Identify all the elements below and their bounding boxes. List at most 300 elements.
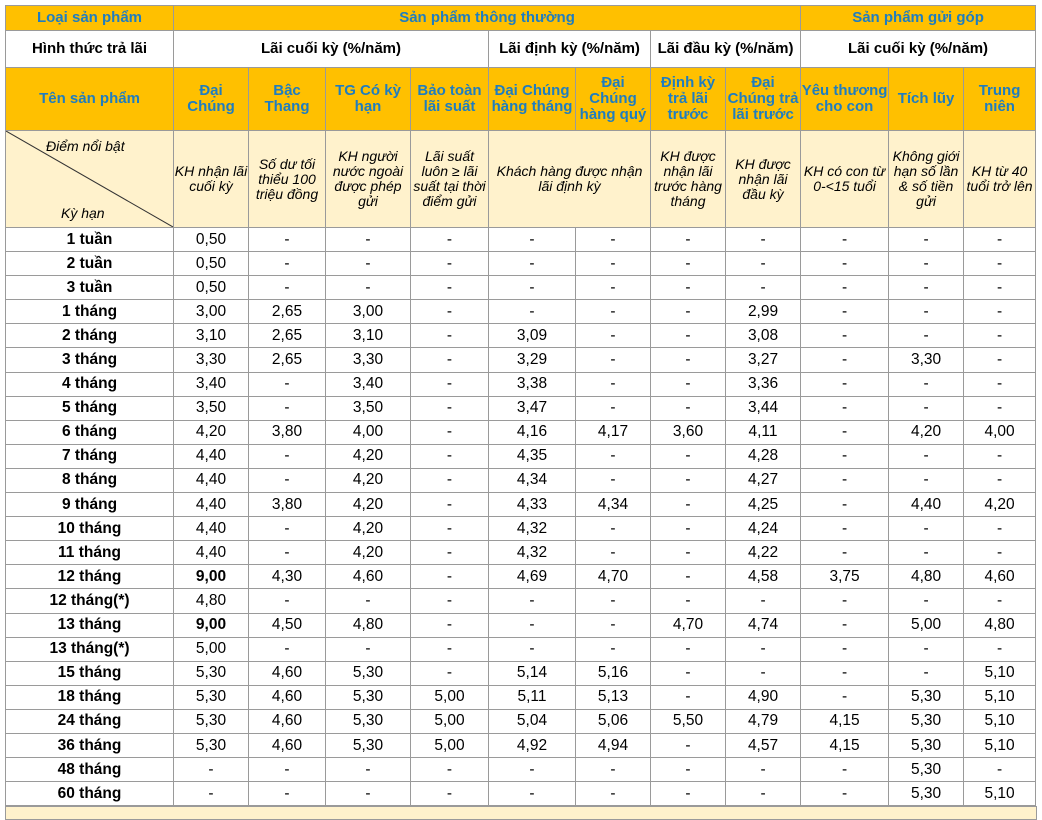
- product-highlight: Số dư tối thiểu 100 triệu đồng: [249, 131, 326, 228]
- rate-cell: -: [651, 252, 726, 276]
- rate-cell: -: [249, 276, 326, 300]
- rate-cell: 5,10: [964, 733, 1036, 757]
- rate-cell: -: [411, 324, 489, 348]
- rate-cell: 0,50: [174, 228, 249, 252]
- term-cell: 18 tháng: [6, 685, 174, 709]
- rate-cell: 4,32: [489, 517, 576, 541]
- rate-cell: -: [249, 517, 326, 541]
- rate-cell: -: [651, 758, 726, 782]
- rate-cell: 5,04: [489, 709, 576, 733]
- product-header: Bảo toàn lãi suất: [411, 68, 489, 131]
- rate-cell: -: [576, 637, 651, 661]
- term-cell: 60 tháng: [6, 782, 174, 806]
- rate-cell: -: [964, 444, 1036, 468]
- rate-cell: 4,20: [326, 444, 411, 468]
- rate-cell: -: [964, 252, 1036, 276]
- table-row: [6, 444, 1036, 468]
- rate-cell: 5,00: [411, 685, 489, 709]
- rate-cell: -: [651, 589, 726, 613]
- term-cell: 12 tháng: [6, 565, 174, 589]
- rate-cell: 4,15: [801, 709, 889, 733]
- rate-cell: -: [411, 276, 489, 300]
- rate-cell: -: [249, 252, 326, 276]
- rate-cell: 5,30: [326, 685, 411, 709]
- rate-cell: 4,69: [489, 565, 576, 589]
- rate-cell: -: [651, 637, 726, 661]
- rate-cell: -: [411, 541, 489, 565]
- rate-cell: -: [651, 517, 726, 541]
- rate-cell: 4,92: [489, 733, 576, 757]
- rate-cell: 4,30: [249, 565, 326, 589]
- rate-cell: 3,30: [326, 348, 411, 372]
- table-row: [6, 276, 1036, 300]
- table-row: [6, 733, 1036, 757]
- product-highlight: KH nhận lãi cuối kỳ: [174, 131, 249, 228]
- rate-cell: 5,14: [489, 661, 576, 685]
- rate-cell: 4,20: [326, 468, 411, 492]
- rate-cell: 4,80: [964, 613, 1036, 637]
- rate-cell: -: [801, 444, 889, 468]
- rate-cell: 5,00: [411, 733, 489, 757]
- rate-cell: -: [889, 300, 964, 324]
- rate-cell: 3,27: [726, 348, 801, 372]
- table-row: [6, 493, 1036, 517]
- product-header: Tích lũy: [889, 68, 964, 131]
- rate-cell: -: [889, 372, 964, 396]
- rate-cell: 5,30: [174, 661, 249, 685]
- rate-cell: 3,10: [326, 324, 411, 348]
- table-footer: [5, 806, 1037, 820]
- rate-cell: -: [889, 517, 964, 541]
- rate-cell: 4,40: [174, 444, 249, 468]
- rate-cell: 3,10: [174, 324, 249, 348]
- product-highlight: KH được nhận lãi đầu kỳ: [726, 131, 801, 228]
- rate-cell: -: [964, 348, 1036, 372]
- rate-cell: 5,10: [964, 709, 1036, 733]
- rate-cell: -: [651, 733, 726, 757]
- table-row: [6, 685, 1036, 709]
- rate-cell: -: [651, 468, 726, 492]
- rate-cell: -: [249, 444, 326, 468]
- rate-cell: 4,35: [489, 444, 576, 468]
- rate-cell: -: [801, 685, 889, 709]
- rate-cell: -: [411, 228, 489, 252]
- term-cell: 9 tháng: [6, 493, 174, 517]
- rate-cell: 3,30: [174, 348, 249, 372]
- rate-cell: -: [726, 589, 801, 613]
- rate-cell: -: [249, 372, 326, 396]
- rate-cell: -: [801, 228, 889, 252]
- rate-cell: -: [801, 324, 889, 348]
- rate-cell: -: [576, 396, 651, 420]
- rate-cell: -: [801, 468, 889, 492]
- rate-cell: -: [889, 228, 964, 252]
- table-row: [6, 517, 1036, 541]
- rate-cell: -: [889, 637, 964, 661]
- rate-cell: 4,40: [174, 541, 249, 565]
- rate-cell: -: [249, 637, 326, 661]
- rate-cell: 5,50: [651, 709, 726, 733]
- rate-cell: -: [326, 228, 411, 252]
- rate-cell: 5,30: [889, 733, 964, 757]
- rate-cell: 4,40: [174, 493, 249, 517]
- rate-cell: 4,34: [489, 468, 576, 492]
- table-row: [6, 661, 1036, 685]
- rate-cell: 5,10: [964, 782, 1036, 806]
- term-cell: 10 tháng: [6, 517, 174, 541]
- table-row: [6, 758, 1036, 782]
- rate-cell: -: [651, 661, 726, 685]
- rate-cell: 2,65: [249, 300, 326, 324]
- rate-cell: -: [889, 589, 964, 613]
- rate-cell: 4,22: [726, 541, 801, 565]
- rate-cell: 4,32: [489, 541, 576, 565]
- rate-cell: 4,17: [576, 420, 651, 444]
- rate-cell: 3,08: [726, 324, 801, 348]
- rate-cell: -: [489, 252, 576, 276]
- table-row: [6, 252, 1036, 276]
- rate-cell: -: [964, 589, 1036, 613]
- term-cell: 15 tháng: [6, 661, 174, 685]
- pay-periodic: Lãi định kỳ (%/năm): [489, 31, 651, 68]
- rate-cell: -: [249, 782, 326, 806]
- rate-cell: 3,44: [726, 396, 801, 420]
- rate-cell: -: [326, 758, 411, 782]
- rate-cell: -: [326, 589, 411, 613]
- rate-cell: -: [964, 541, 1036, 565]
- rate-cell: 4,58: [726, 565, 801, 589]
- rate-cell: -: [964, 468, 1036, 492]
- rate-cell: -: [326, 637, 411, 661]
- rate-cell: -: [576, 517, 651, 541]
- pay-upfront: Lãi đầu kỳ (%/năm): [651, 31, 801, 68]
- rate-cell: -: [801, 348, 889, 372]
- rate-cell: 3,29: [489, 348, 576, 372]
- rate-cell: -: [964, 300, 1036, 324]
- rate-cell: -: [411, 589, 489, 613]
- rate-cell: -: [249, 758, 326, 782]
- rate-cell: -: [576, 348, 651, 372]
- rate-cell: -: [801, 493, 889, 517]
- rate-cell: -: [964, 637, 1036, 661]
- rate-cell: 5,00: [411, 709, 489, 733]
- rate-cell: -: [576, 372, 651, 396]
- rate-cell: -: [889, 541, 964, 565]
- term-cell: 48 tháng: [6, 758, 174, 782]
- rate-cell: -: [411, 372, 489, 396]
- rate-cell: -: [651, 565, 726, 589]
- term-cell: 8 tháng: [6, 468, 174, 492]
- rate-cell: 3,50: [174, 396, 249, 420]
- rate-cell: 4,80: [326, 613, 411, 637]
- term-cell: 3 tuần: [6, 276, 174, 300]
- rate-cell: 3,36: [726, 372, 801, 396]
- rate-cell: -: [889, 276, 964, 300]
- rate-cell: -: [576, 613, 651, 637]
- rate-cell: -: [576, 758, 651, 782]
- rate-cell: -: [576, 252, 651, 276]
- term-cell: 36 tháng: [6, 733, 174, 757]
- table-row: [6, 589, 1036, 613]
- rate-cell: 4,28: [726, 444, 801, 468]
- table-row: [6, 300, 1036, 324]
- rate-cell: 4,70: [576, 565, 651, 589]
- rate-cell: -: [576, 324, 651, 348]
- term-cell: 13 tháng(*): [6, 637, 174, 661]
- rate-cell: -: [411, 565, 489, 589]
- rate-cell: -: [249, 228, 326, 252]
- rate-cell: -: [964, 276, 1036, 300]
- rate-cell: -: [411, 613, 489, 637]
- product-highlight: KH người nước ngoài được phép gửi: [326, 131, 411, 228]
- rate-cell: 4,60: [249, 661, 326, 685]
- rate-cell: 5,10: [964, 685, 1036, 709]
- rate-cell: 4,00: [326, 420, 411, 444]
- rate-cell: -: [651, 372, 726, 396]
- rate-cell: -: [801, 758, 889, 782]
- rate-cell: -: [411, 396, 489, 420]
- rate-cell: 3,75: [801, 565, 889, 589]
- rate-cell: -: [326, 276, 411, 300]
- rate-cell: 4,40: [174, 468, 249, 492]
- rate-cell: -: [249, 541, 326, 565]
- rate-cell: -: [326, 252, 411, 276]
- product-header: Định kỳ trả lãi trước: [651, 68, 726, 131]
- rate-cell: -: [651, 541, 726, 565]
- rate-cell: -: [801, 782, 889, 806]
- rate-cell: 4,60: [249, 685, 326, 709]
- interest-rate-table: [5, 5, 1036, 806]
- rate-cell: 4,80: [889, 565, 964, 589]
- rate-cell: 3,60: [651, 420, 726, 444]
- rate-cell: 4,90: [726, 685, 801, 709]
- table-row: [6, 541, 1036, 565]
- rate-cell: 4,20: [326, 541, 411, 565]
- rate-cell: 5,00: [174, 637, 249, 661]
- rate-cell: 5,30: [174, 709, 249, 733]
- rate-cell: -: [651, 685, 726, 709]
- rate-cell: -: [801, 661, 889, 685]
- rate-cell: 4,79: [726, 709, 801, 733]
- table-row: [6, 324, 1036, 348]
- rate-cell: -: [801, 637, 889, 661]
- rate-cell: 5,30: [174, 685, 249, 709]
- rate-cell: 4,40: [889, 493, 964, 517]
- product-highlight: KH được nhận lãi trước hàng tháng: [651, 131, 726, 228]
- highlight-term-corner: [6, 131, 174, 228]
- rate-cell: -: [489, 758, 576, 782]
- rate-cell: 4,60: [326, 565, 411, 589]
- rate-cell: -: [174, 782, 249, 806]
- rate-cell: 4,00: [964, 420, 1036, 444]
- term-cell: 11 tháng: [6, 541, 174, 565]
- rate-cell: 9,00: [174, 613, 249, 637]
- rate-cell: 4,11: [726, 420, 801, 444]
- rate-cell: -: [411, 252, 489, 276]
- rate-cell: 4,34: [576, 493, 651, 517]
- rate-cell: -: [411, 758, 489, 782]
- term-cell: 4 tháng: [6, 372, 174, 396]
- product-header: TG Có kỳ hạn: [326, 68, 411, 131]
- rate-cell: -: [489, 300, 576, 324]
- rate-cell: 4,16: [489, 420, 576, 444]
- rate-cell: -: [651, 228, 726, 252]
- rate-cell: -: [801, 613, 889, 637]
- table-row: [6, 613, 1036, 637]
- rate-cell: -: [249, 468, 326, 492]
- rate-cell: 3,50: [326, 396, 411, 420]
- table-row: [6, 468, 1036, 492]
- term-cell: 6 tháng: [6, 420, 174, 444]
- rate-cell: 5,30: [326, 709, 411, 733]
- rate-cell: 5,30: [326, 661, 411, 685]
- group-installment: Sản phẩm gửi góp: [801, 6, 1036, 31]
- rate-cell: -: [726, 782, 801, 806]
- rate-cell: -: [964, 372, 1036, 396]
- rate-cell: -: [489, 613, 576, 637]
- product-header: Đại Chúng hàng tháng: [489, 68, 576, 131]
- rate-cell: -: [411, 420, 489, 444]
- rate-cell: -: [801, 517, 889, 541]
- product-header: Đại Chúng: [174, 68, 249, 131]
- rate-cell: -: [651, 782, 726, 806]
- table-row: [6, 420, 1036, 444]
- rate-cell: 4,24: [726, 517, 801, 541]
- rate-cell: 3,40: [326, 372, 411, 396]
- product-header: Bậc Thang: [249, 68, 326, 131]
- rate-cell: -: [411, 517, 489, 541]
- rate-cell: -: [726, 276, 801, 300]
- rate-cell: 4,60: [249, 709, 326, 733]
- rate-cell: -: [889, 444, 964, 468]
- rate-cell: 3,47: [489, 396, 576, 420]
- rate-cell: 4,20: [964, 493, 1036, 517]
- rate-cell: -: [801, 276, 889, 300]
- term-cell: 3 tháng: [6, 348, 174, 372]
- rate-cell: 5,30: [326, 733, 411, 757]
- rate-cell: -: [411, 348, 489, 372]
- rate-cell: -: [889, 396, 964, 420]
- rate-cell: 5,06: [576, 709, 651, 733]
- rate-cell: 5,10: [964, 661, 1036, 685]
- product-highlight: KH từ 40 tuổi trở lên: [964, 131, 1036, 228]
- rate-cell: -: [576, 541, 651, 565]
- rate-cell: -: [801, 396, 889, 420]
- rate-cell: -: [576, 589, 651, 613]
- rate-cell: -: [964, 396, 1036, 420]
- product-highlight: Lãi suất luôn ≥ lãi suất tại thời điểm gửi: [411, 131, 489, 228]
- rate-cell: 3,09: [489, 324, 576, 348]
- rate-cell: 5,13: [576, 685, 651, 709]
- table-row: [6, 372, 1036, 396]
- rate-cell: -: [889, 324, 964, 348]
- rate-cell: -: [489, 637, 576, 661]
- rate-cell: -: [249, 589, 326, 613]
- table-row: [6, 348, 1036, 372]
- rate-cell: -: [801, 541, 889, 565]
- table-row: [6, 228, 1036, 252]
- rate-cell: 5,30: [889, 758, 964, 782]
- rate-cell: -: [964, 758, 1036, 782]
- rate-cell: 4,60: [964, 565, 1036, 589]
- rate-cell: -: [964, 517, 1036, 541]
- rate-cell: -: [249, 396, 326, 420]
- rate-cell: -: [801, 252, 889, 276]
- product-header: Đại Chúng hàng quý: [576, 68, 651, 131]
- term-cell: 13 tháng: [6, 613, 174, 637]
- rate-cell: -: [726, 758, 801, 782]
- term-cell: 2 tuần: [6, 252, 174, 276]
- rate-cell: 4,20: [174, 420, 249, 444]
- rate-cell: 3,00: [326, 300, 411, 324]
- rate-cell: 0,50: [174, 252, 249, 276]
- rate-cell: 4,74: [726, 613, 801, 637]
- rate-cell: -: [576, 228, 651, 252]
- rate-cell: 9,00: [174, 565, 249, 589]
- pay-end-term: Lãi cuối kỳ (%/năm): [174, 31, 489, 68]
- rate-cell: -: [964, 228, 1036, 252]
- table-row: [6, 396, 1036, 420]
- table-row: [6, 709, 1036, 733]
- rate-cell: 5,00: [889, 613, 964, 637]
- term-cell: 5 tháng: [6, 396, 174, 420]
- rate-cell: 5,11: [489, 685, 576, 709]
- rate-cell: 5,30: [889, 782, 964, 806]
- term-cell: 1 tháng: [6, 300, 174, 324]
- group-regular: Sản phẩm thông thường: [174, 6, 801, 31]
- product-header: Đại Chúng trả lãi trước: [726, 68, 801, 131]
- rate-cell: 3,30: [889, 348, 964, 372]
- rate-cell: -: [651, 348, 726, 372]
- highlight-label: Điểm nổi bật: [46, 138, 125, 154]
- term-label: Kỳ hạn: [61, 205, 105, 221]
- rate-cell: 4,80: [174, 589, 249, 613]
- rate-cell: -: [651, 300, 726, 324]
- product-type-label: Loại sản phẩm: [6, 6, 174, 31]
- rate-cell: -: [411, 444, 489, 468]
- rate-cell: 5,30: [889, 709, 964, 733]
- rate-cell: -: [889, 661, 964, 685]
- product-header: Yêu thương cho con: [801, 68, 889, 131]
- product-highlight: Khách hàng được nhận lãi định kỳ: [489, 131, 651, 228]
- rate-cell: -: [576, 444, 651, 468]
- rate-cell: -: [726, 661, 801, 685]
- rate-cell: -: [889, 468, 964, 492]
- table-row: [6, 782, 1036, 806]
- rate-cell: 3,40: [174, 372, 249, 396]
- rate-cell: -: [576, 468, 651, 492]
- rate-cell: -: [489, 276, 576, 300]
- rate-cell: -: [801, 372, 889, 396]
- rate-cell: 2,65: [249, 324, 326, 348]
- table-row: [6, 565, 1036, 589]
- rate-cell: -: [576, 300, 651, 324]
- rate-cell: 4,50: [249, 613, 326, 637]
- rate-cell: -: [411, 493, 489, 517]
- rate-cell: -: [651, 276, 726, 300]
- rate-cell: 4,70: [651, 613, 726, 637]
- table-row: [6, 637, 1036, 661]
- rate-cell: -: [651, 493, 726, 517]
- rate-cell: 5,30: [889, 685, 964, 709]
- rate-cell: -: [651, 324, 726, 348]
- term-cell: 7 tháng: [6, 444, 174, 468]
- rate-cell: -: [489, 228, 576, 252]
- rate-cell: 4,20: [326, 517, 411, 541]
- rate-cell: 4,40: [174, 517, 249, 541]
- rate-cell: -: [726, 252, 801, 276]
- rate-cell: 0,50: [174, 276, 249, 300]
